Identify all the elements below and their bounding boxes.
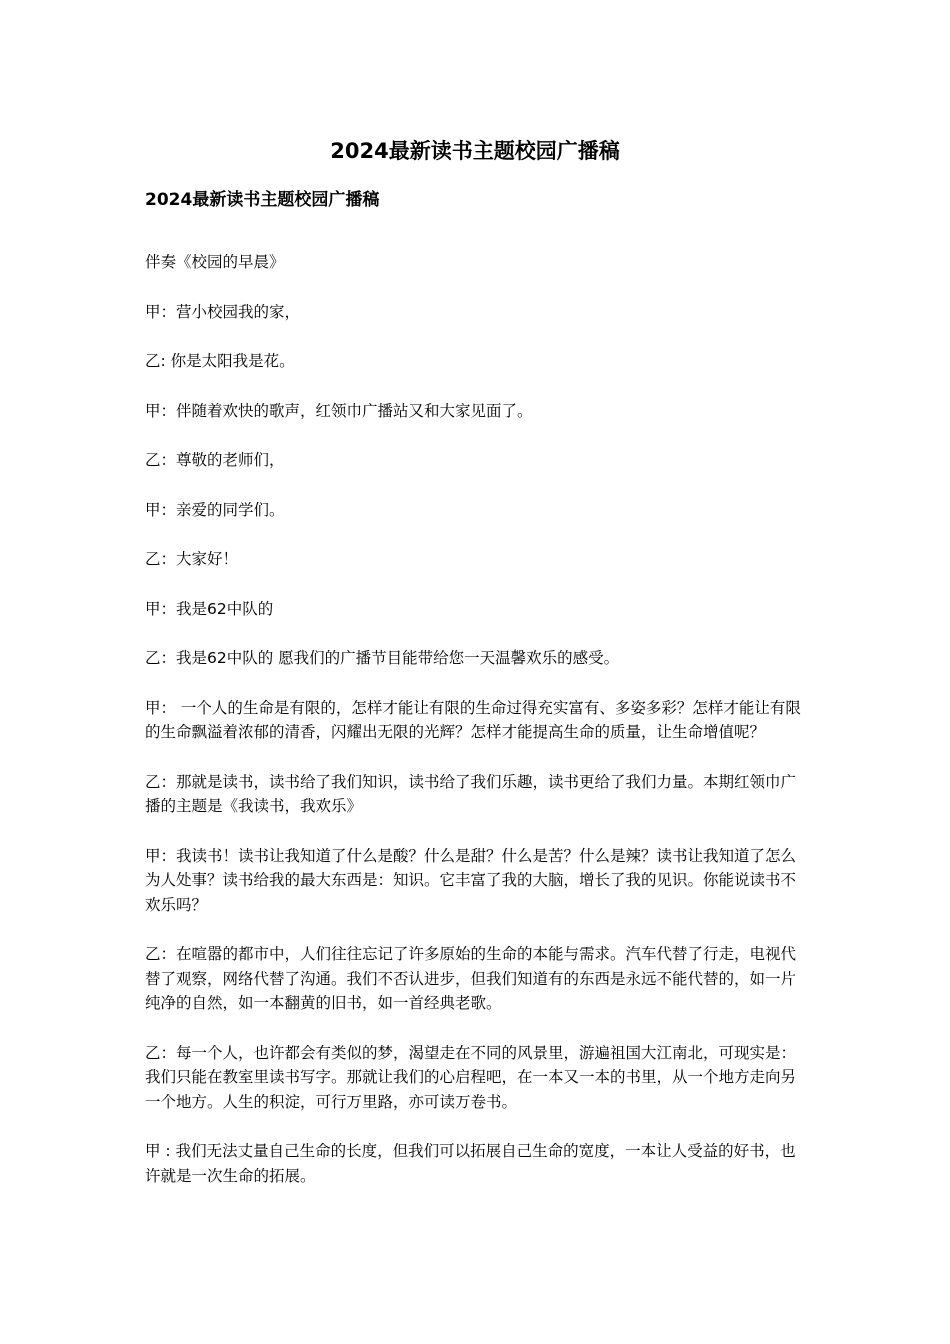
document-subtitle: 2024最新读书主题校园广播稿 xyxy=(145,190,380,210)
paragraph: 乙：尊敬的老师们， xyxy=(145,451,285,469)
paragraph: 乙：那就是读书，读书给了我们知识，读书给了我们乐趣，读书更给了我们力量。本期红领巾广播的主题是《我读书，我欢乐》 xyxy=(145,772,797,815)
document-title: 2024最新读书主题校园广播稿 xyxy=(330,139,620,163)
paragraph: 甲：伴随着欢快的歌声，红领巾广播站又和大家见面了。 xyxy=(145,401,533,420)
paragraph: 甲： 一个人的生命是有限的，怎样才能让有限的生命过得充实富有、多姿多彩？怎样才能让有限的生命飘溢着浓郁的清香，闪耀出无限的光辉？怎样才能提高生命的质量，让生命增值呢？ xyxy=(145,698,801,741)
paragraph: 乙: 你是太阳我是花。 xyxy=(145,352,295,370)
paragraph: 乙：每一个人，也许都会有类似的梦，渴望走在不同的风景里，游遍祖国大江南北，可现实是：我们只能在教室里读书写字。那就让我们的心启程吧，在一本又一本的书里，从一个地方走向另一个地方。人生的积淀，可行万里路，亦可读万卷书。 xyxy=(145,1043,797,1111)
paragraph: 甲 : 我们无法丈量自己生命的长度，但我们可以拓展自己生命的宽度，一本让人受益的好书，也许就是一次生命的拓展。 xyxy=(145,1142,796,1185)
paragraph: 乙：大家好！ xyxy=(145,550,239,568)
document-body xyxy=(145,250,805,1213)
paragraph: 甲：我读书！读书让我知道了什么是酸？什么是甜？什么是苦？什么是辣？读书让我知道了怎么为人处事？读书给我的最大东西是：知识。它丰富了我的大脑，增长了我的见识。你能说读书不欢乐吗？ xyxy=(145,846,797,914)
paragraph: 伴奏《校园的早晨》 xyxy=(145,253,285,271)
paragraph: 甲：营小校园我的家， xyxy=(145,302,301,321)
paragraph: 乙：在喧嚣的都市中，人们往往忘记了许多原始的生命的本能与需求。汽车代替了行走，电视代替了观察，网络代替了沟通。我们不否认进步，但我们知道有的东西是永远不能代替的，如一片纯净的自然，如一本翻黄的旧书，如一首经典老歌。 xyxy=(145,945,797,1012)
paragraph: 甲：我是62中队的 xyxy=(145,599,274,618)
paragraph: 甲：亲爱的同学们。 xyxy=(145,500,285,519)
paragraph: 乙：我是62中队的 愿我们的广播节目能带给您一天温馨欢乐的感受。 xyxy=(145,649,620,667)
